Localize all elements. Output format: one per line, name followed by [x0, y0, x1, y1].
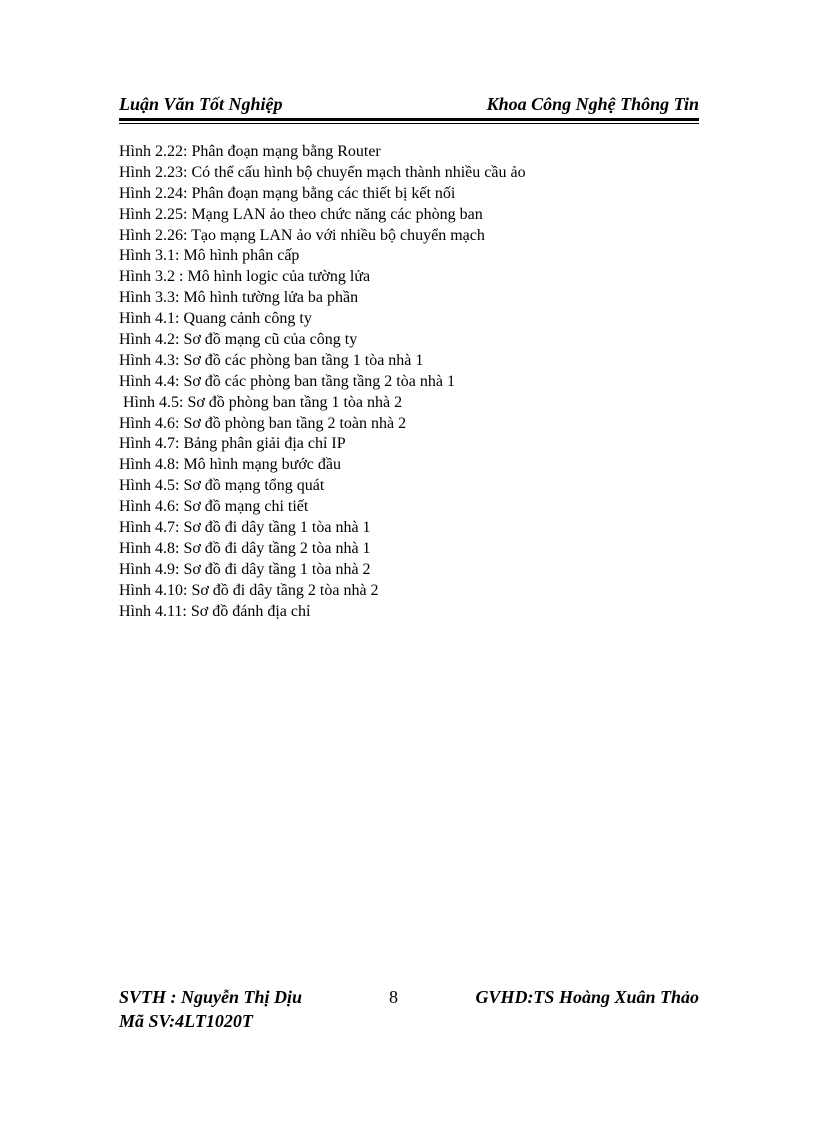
figure-entry: Hình 3.1: Mô hình phân cấp: [119, 247, 300, 265]
figure-entry: Hình 2.24: Phân đoạn mạng bằng các thiết bị kết nối: [119, 184, 456, 202]
figure-entry: Hình 4.4: Sơ đồ các phòng ban tầng tầng 2 tòa nhà 1: [119, 372, 455, 390]
advisor-name: GVHD:TS Hoàng Xuân Thảo: [475, 987, 699, 1007]
figure-list: [119, 142, 699, 622]
figure-entry: Hình 4.6: Sơ đồ phòng ban tầng 2 toàn nhà 2: [119, 414, 407, 432]
figure-entry: Hình 2.26: Tạo mạng LAN ảo với nhiều bộ chuyển mạch: [119, 226, 485, 244]
figure-entry: Hình 4.8: Sơ đồ đi dây tầng 2 tòa nhà 1: [119, 539, 371, 557]
figure-entry: Hình 2.22: Phân đoạn mạng bằng Router: [119, 143, 381, 160]
header-rule-thin: [119, 123, 699, 124]
page-header: [119, 94, 699, 118]
figure-entry: Hình 4.2: Sơ đồ mạng cũ của công ty: [119, 331, 358, 349]
faculty-name: Khoa Công Nghệ Thông Tin: [486, 94, 699, 114]
figure-entry: Hình 4.6: Sơ đồ mạng chi tiết: [119, 498, 309, 516]
figure-entry: Hình 3.3: Mô hình tường lửa ba phần: [119, 289, 359, 307]
figure-entry: Hình 4.1: Quang cảnh công ty: [119, 310, 312, 328]
figure-entry: Hình 4.8: Mô hình mạng bước đầu: [119, 456, 341, 474]
page-number: 8: [389, 987, 398, 1007]
figure-entry: Hình 2.23: Có thể cấu hình bộ chuyển mạch thành nhiều cầu ảo: [119, 163, 526, 181]
figure-entry: Hình 4.7: Sơ đồ đi dây tầng 1 tòa nhà 1: [119, 519, 371, 537]
student-name: SVTH : Nguyễn Thị Dịu: [119, 987, 303, 1007]
page-footer: [119, 987, 699, 1033]
thesis-title: Luận Văn Tốt Nghiệp: [119, 94, 283, 114]
student-id: Mã SV:4LT1020T: [119, 1011, 253, 1031]
figure-entry: Hình 4.7: Bảng phân giải địa chỉ IP: [119, 435, 346, 453]
figure-entry: Hình 4.5: Sơ đồ phòng ban tầng 1 tòa nhà 2: [123, 393, 403, 411]
figure-entry: Hình 2.25: Mạng LAN ảo theo chức năng các phòng ban: [119, 205, 483, 223]
figure-entry: Hình 4.11: Sơ đồ đánh địa chỉ: [119, 602, 311, 620]
header-rule-thick: [119, 118, 699, 121]
figure-entry: Hình 4.9: Sơ đồ đi dây tầng 1 tòa nhà 2: [119, 560, 371, 578]
figure-entry: Hình 4.10: Sơ đồ đi dây tầng 2 tòa nhà 2: [119, 581, 379, 599]
figure-entry: Hình 3.2 : Mô hình logic của tường lửa: [119, 268, 371, 286]
figure-entry: Hình 4.3: Sơ đồ các phòng ban tầng 1 tòa nhà 1: [119, 351, 424, 369]
figure-entry: Hình 4.5: Sơ đồ mạng tổng quát: [119, 477, 325, 495]
